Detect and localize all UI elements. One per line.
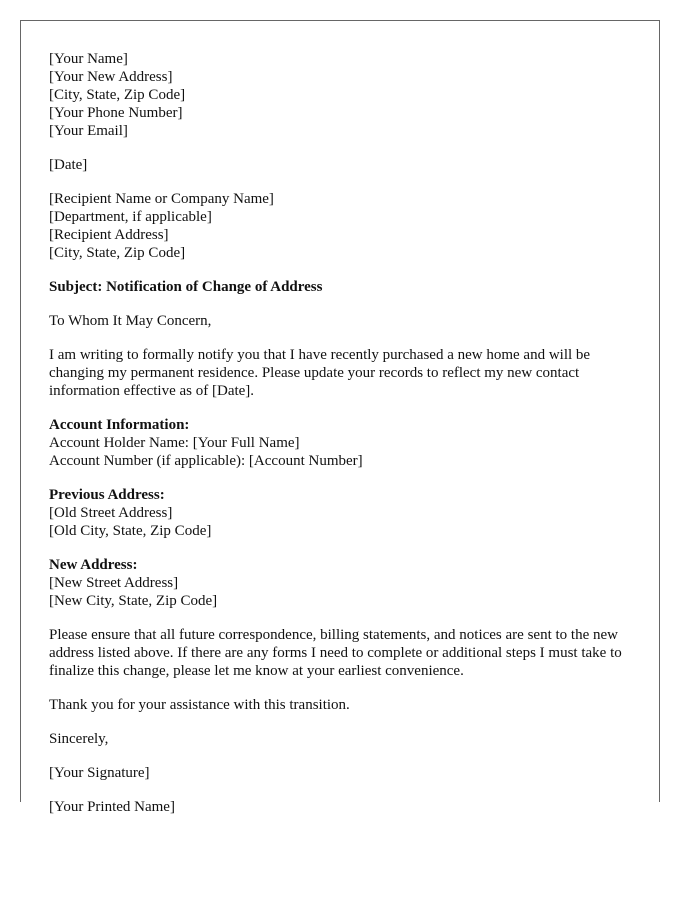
signature-block <box>49 764 633 782</box>
closing-block <box>49 730 633 748</box>
recipient-department: [Department, if applicable] <box>49 209 212 225</box>
recipient-address: [Recipient Address] <box>49 227 169 243</box>
previous-city-state-zip: [Old City, State, Zip Code] <box>49 523 212 539</box>
intro-block <box>49 346 633 400</box>
account-info-block <box>49 416 633 470</box>
sender-email: [Your Email] <box>49 123 128 139</box>
new-address-heading: New Address: <box>49 557 138 573</box>
sender-block <box>49 50 633 140</box>
printed-name-block <box>49 798 633 816</box>
previous-street: [Old Street Address] <box>49 505 173 521</box>
date-block <box>49 156 633 174</box>
account-info-heading: Account Information: <box>49 417 190 433</box>
recipient-block <box>49 190 633 262</box>
account-number: Account Number (if applicable): [Account Number] <box>49 453 363 469</box>
closing-line: Sincerely, <box>49 731 109 747</box>
previous-address-block <box>49 486 633 540</box>
new-street: [New Street Address] <box>49 575 179 591</box>
thanks-block <box>49 696 633 714</box>
request-block <box>49 626 633 680</box>
new-city-state-zip: [New City, State, Zip Code] <box>49 593 218 609</box>
thanks-line: Thank you for your assistance with this transition. <box>49 697 350 713</box>
sender-city-state-zip: [City, State, Zip Code] <box>49 87 186 103</box>
printed-name-line: [Your Printed Name] <box>49 799 175 815</box>
signature-line: [Your Signature] <box>49 765 150 781</box>
letter-content <box>49 50 633 832</box>
letter-date: [Date] <box>49 157 88 173</box>
letter-page <box>20 20 660 815</box>
letter-subject: Subject: Notification of Change of Address <box>49 279 323 295</box>
new-address-block <box>49 556 633 610</box>
recipient-city-state-zip: [City, State, Zip Code] <box>49 245 186 261</box>
request-paragraph: Please ensure that all future correspondence, billing statements, and notices are sent to the new address listed above. If there are any forms I need to complete or additional steps I must take to finalize this change, please let me know at your earliest convenience. <box>49 627 622 679</box>
recipient-name: [Recipient Name or Company Name] <box>49 191 274 207</box>
sender-name: [Your Name] <box>49 51 128 67</box>
salutation-block <box>49 312 633 330</box>
salutation: To Whom It May Concern, <box>49 313 212 329</box>
subject-block <box>49 278 633 296</box>
sender-phone: [Your Phone Number] <box>49 105 183 121</box>
intro-paragraph: I am writing to formally notify you that I have recently purchased a new home and will be changing my permanent residence. Please update your records to reflect my new contact information effective as of [Date]. <box>49 347 591 399</box>
previous-address-heading: Previous Address: <box>49 487 165 503</box>
sender-address: [Your New Address] <box>49 69 173 85</box>
account-holder-name: Account Holder Name: [Your Full Name] <box>49 435 300 451</box>
